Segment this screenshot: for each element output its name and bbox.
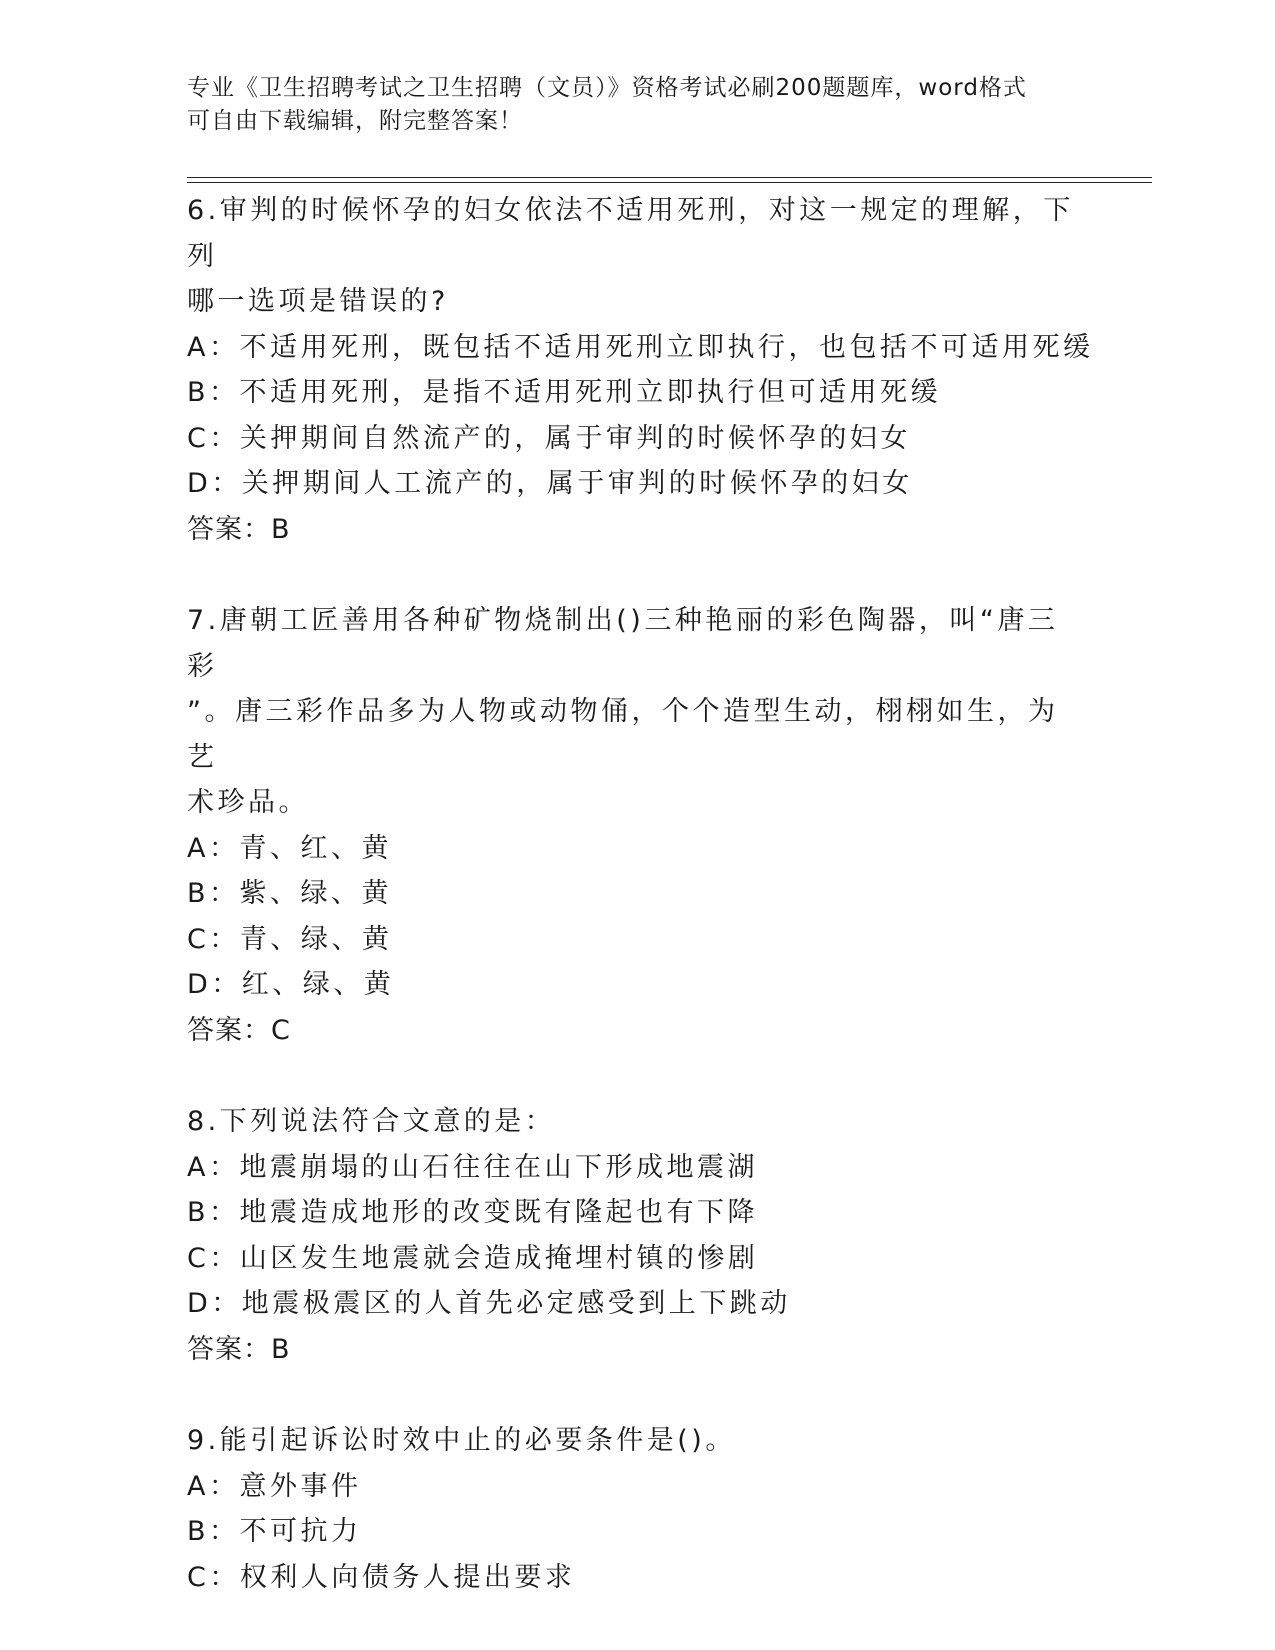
option-a: A：地震崩塌的山石往往在山下形成地震湖 bbox=[187, 1151, 758, 1183]
question-stem-line: ”。唐三彩作品多为人物或动物俑，个个造型生动，栩栩如生，为艺 bbox=[187, 696, 1059, 773]
header-rule-top bbox=[187, 177, 1152, 178]
option-c: C：关押期间自然流产的，属于审判的时候怀孕的妇女 bbox=[187, 422, 911, 454]
spacer bbox=[187, 552, 1087, 598]
header-rule-bottom bbox=[187, 182, 1152, 183]
option-b: B：紫、绿、黄 bbox=[187, 878, 393, 909]
answer: 答案：C bbox=[187, 1014, 291, 1046]
question-stem-line: 8.下列说法符合文意的是： bbox=[187, 1106, 556, 1137]
header-line-1: 专业《卫生招聘考试之卫生招聘（文员）》资格考试必刷200题题库，word格式 bbox=[187, 75, 1027, 101]
option-a: A：青、红、黄 bbox=[187, 832, 392, 864]
question-stem-line: 9.能引起诉讼时效中止的必要条件是()。 bbox=[187, 1425, 736, 1456]
option-d: D：关押期间人工流产的，属于审判的时候怀孕的妇女 bbox=[187, 468, 913, 499]
header-line-2: 可自由下载编辑，附完整答案！ bbox=[187, 108, 523, 134]
question-9 bbox=[187, 1418, 1087, 1600]
option-b: B：不可抗力 bbox=[187, 1516, 362, 1547]
option-a: A：不适用死刑，既包括不适用死刑立即执行，也包括不可适用死缓 bbox=[187, 331, 1094, 363]
document-header bbox=[187, 72, 1087, 138]
question-list bbox=[187, 188, 1094, 1600]
question-stem-line: 哪一选项是错误的? bbox=[187, 286, 449, 317]
question-stem-line: 7.唐朝工匠善用各种矿物烧制出()三种艳丽的彩色陶器，叫“唐三彩 bbox=[187, 605, 1059, 682]
answer: 答案：B bbox=[187, 513, 291, 545]
question-stem-line: 6.审判的时候怀孕的妇女依法不适用死刑，对这一规定的理解，下列 bbox=[187, 195, 1074, 272]
question-7 bbox=[187, 598, 1087, 1053]
option-a: A：意外事件 bbox=[187, 1470, 362, 1502]
option-b: B：地震造成地形的改变既有隆起也有下降 bbox=[187, 1197, 759, 1228]
spacer bbox=[187, 1053, 1087, 1099]
spacer bbox=[187, 1372, 1087, 1418]
question-6 bbox=[187, 188, 1094, 552]
option-c: C：权利人向债务人提出要求 bbox=[187, 1561, 576, 1593]
question-8 bbox=[187, 1099, 1087, 1372]
option-d: D：地震极震区的人首先必定感受到上下跳动 bbox=[187, 1288, 791, 1319]
option-d: D：红、绿、黄 bbox=[187, 969, 395, 1000]
question-stem-line: 术珍品。 bbox=[187, 787, 309, 818]
option-c: C：山区发生地震就会造成掩埋村镇的惨剧 bbox=[187, 1242, 759, 1274]
option-b: B：不适用死刑，是指不适用死刑立即执行但可适用死缓 bbox=[187, 377, 942, 408]
option-c: C：青、绿、黄 bbox=[187, 923, 393, 955]
answer: 答案：B bbox=[187, 1333, 291, 1365]
